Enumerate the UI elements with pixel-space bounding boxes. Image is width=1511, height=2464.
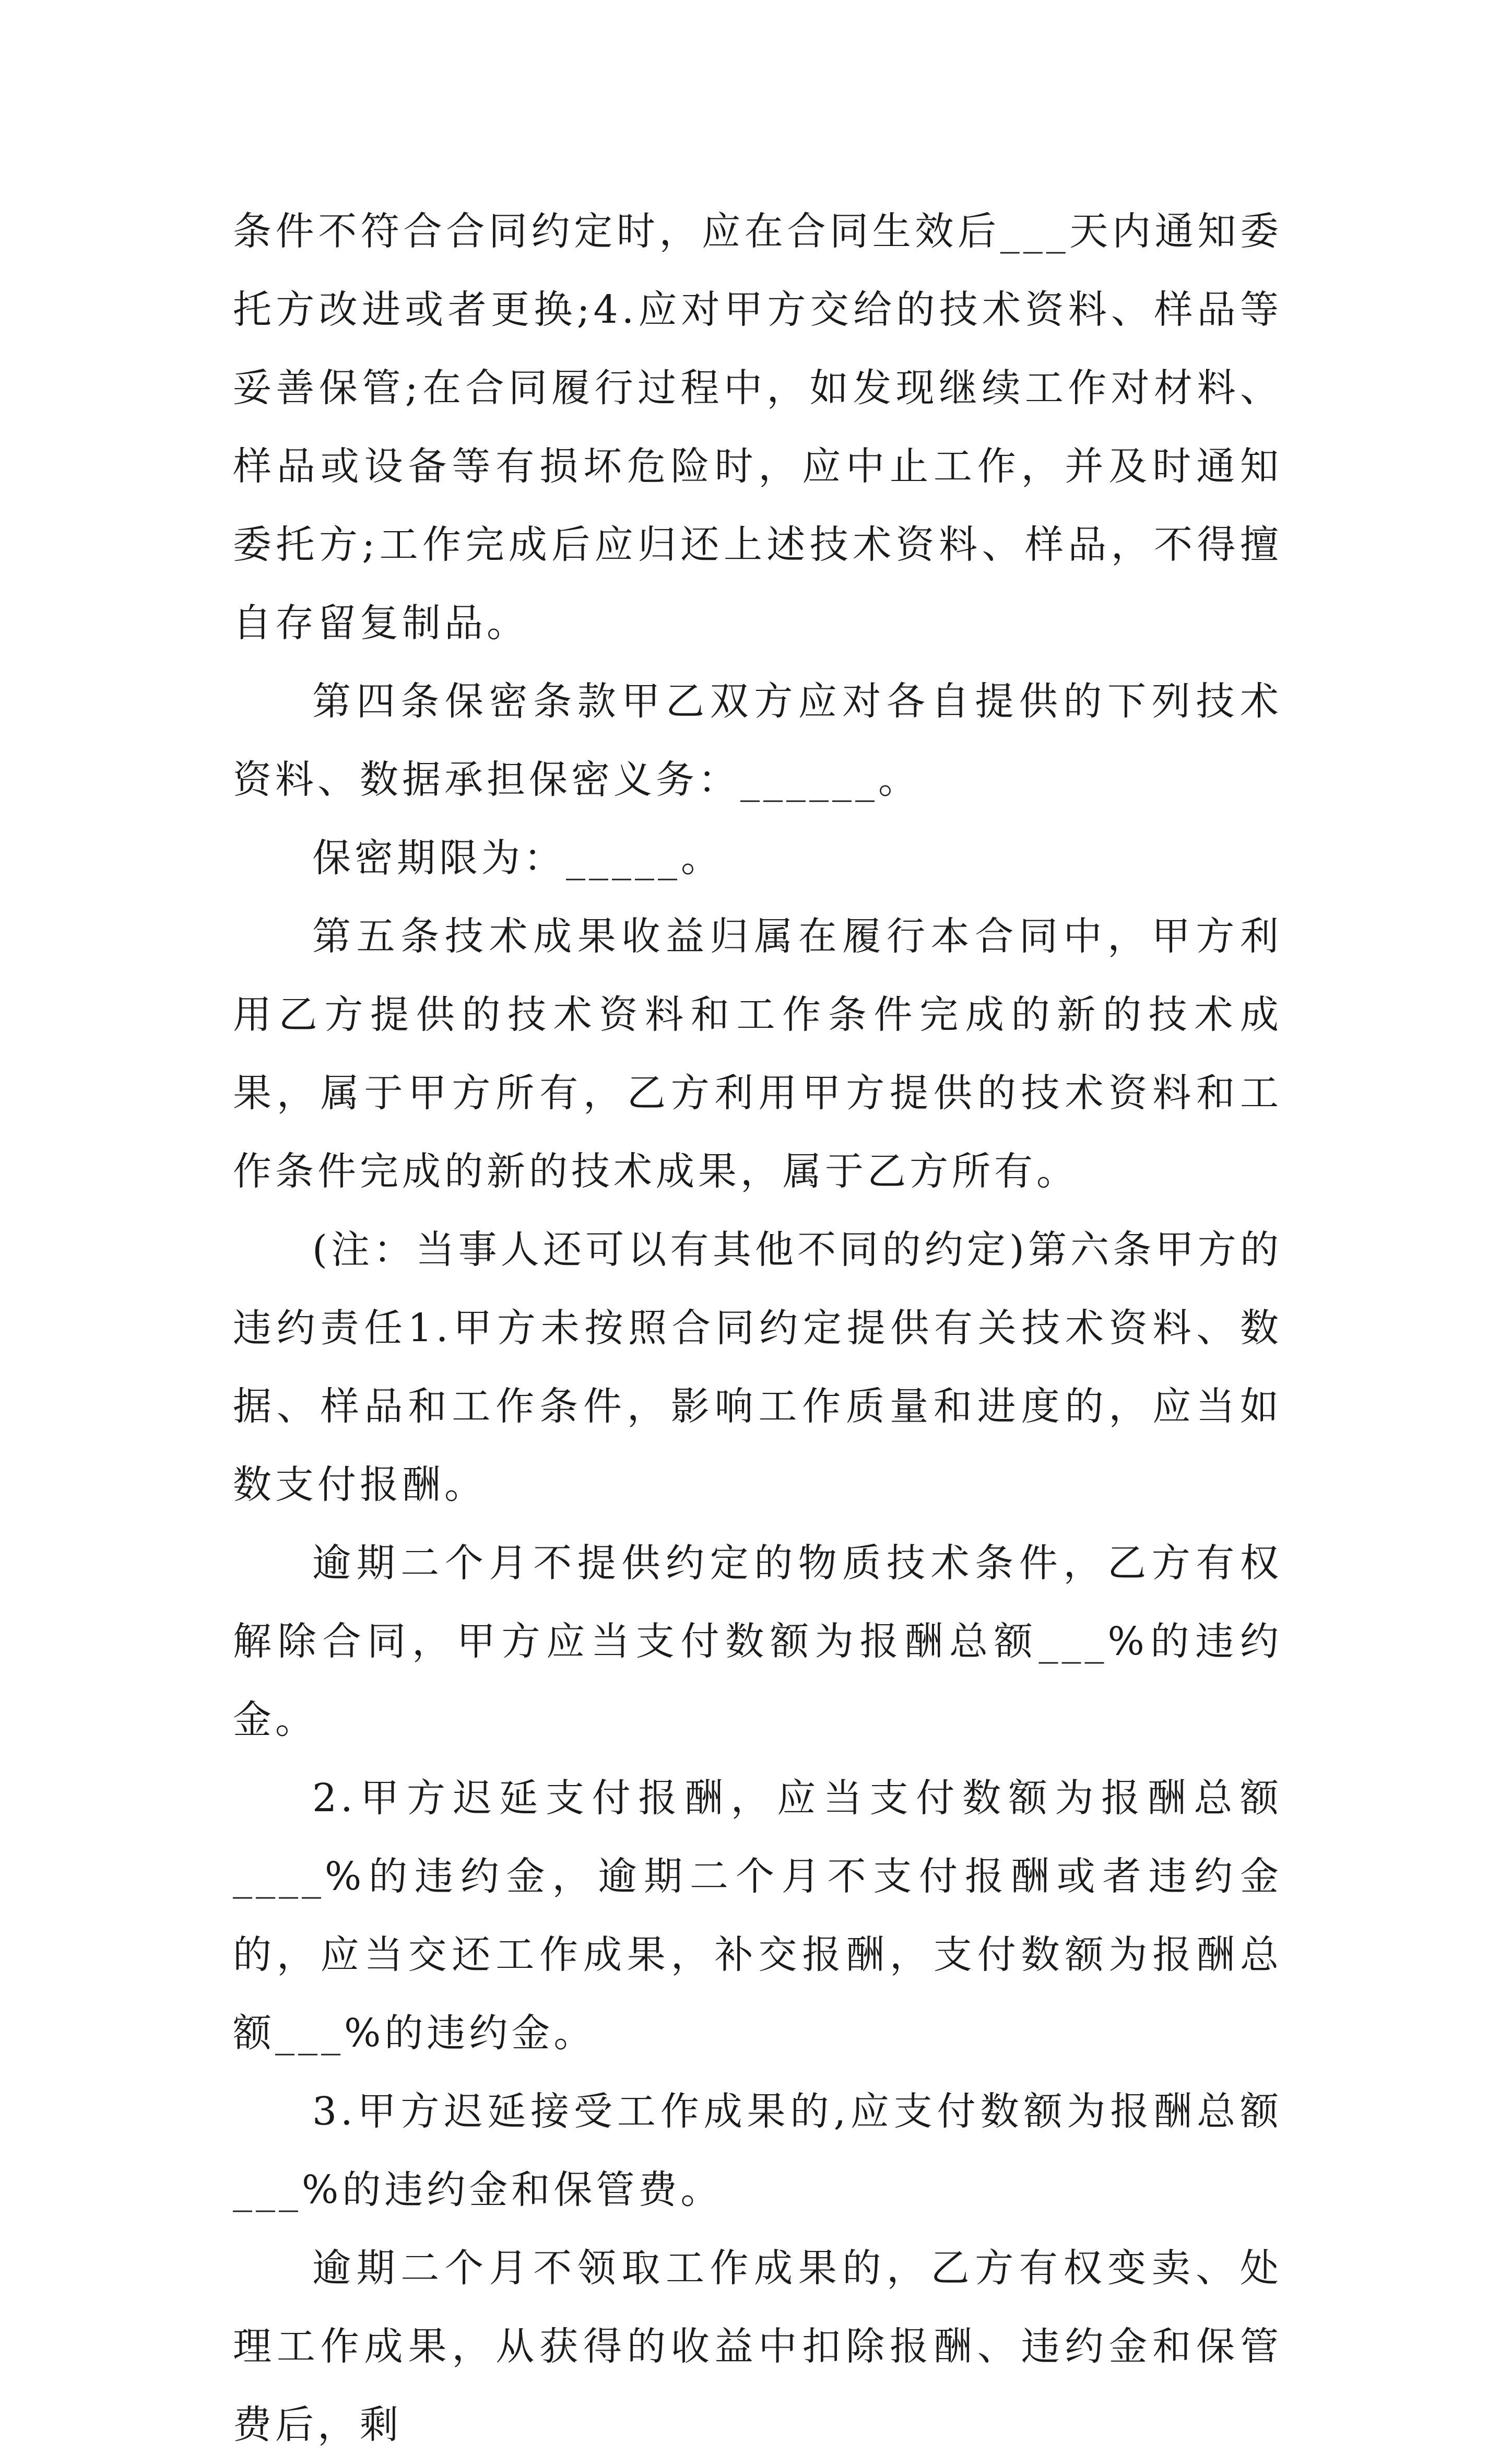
paragraph-continued-obligations: 条件不符合合同约定时，应在合同生效后___天内通知委托方改进或者更换;4.应对甲方交给的技术资料、样品等妥善保管;在合同履行过程中，如发现继续工作对材料、样品或设备等有损坏危险时，应中止工作，并及时通知委托方;工作完成后应归还上述技术资料、样品，不得擅自存留复制品。 (233, 209, 1282, 646)
paragraph-confidentiality-period: 保密期限为：_____。 (312, 836, 723, 881)
paragraph-unclaimed-results: 逾期二个月不领取工作成果的，乙方有权变卖、处理工作成果，从获得的收益中扣除报酬、违约金和保管费后，剩 (233, 2246, 1282, 2447)
document-body (233, 192, 1282, 2464)
paragraph-overdue-conditions: 逾期二个月不提供约定的物质技术条件，乙方有权解除合同，甲方应当支付数额为报酬总额___%的违约金。 (233, 1541, 1282, 1742)
paragraph-delayed-acceptance: 3.甲方迟延接受工作成果的,应支付数额为报酬总额___%的违约金和保管费。 (233, 2089, 1282, 2212)
paragraph-delayed-payment: 2.甲方迟延支付报酬，应当支付数额为报酬总额____%的违约金，逾期二个月不支付报酬或者违约金的，应当交还工作成果，补交报酬，支付数额为报酬总额___%的违约金。 (233, 1776, 1282, 2056)
paragraph-article-6-party-a-liability: (注：当事人还可以有其他不同的约定)第六条甲方的违约责任1.甲方未按照合同约定提供有关技术资料、数据、样品和工作条件，影响工作质量和进度的，应当如数支付报酬。 (233, 1227, 1282, 1507)
paragraph-article-5-ownership: 第五条技术成果收益归属在履行本合同中，甲方利用乙方提供的技术资料和工作条件完成的新的技术成果，属于甲方所有，乙方利用甲方提供的技术资料和工作条件完成的新的技术成果，属于乙方所有。 (233, 914, 1282, 1194)
paragraph-article-4-confidentiality: 第四条保密条款甲乙双方应对各自提供的下列技术资料、数据承担保密义务：______。 (233, 679, 1282, 802)
